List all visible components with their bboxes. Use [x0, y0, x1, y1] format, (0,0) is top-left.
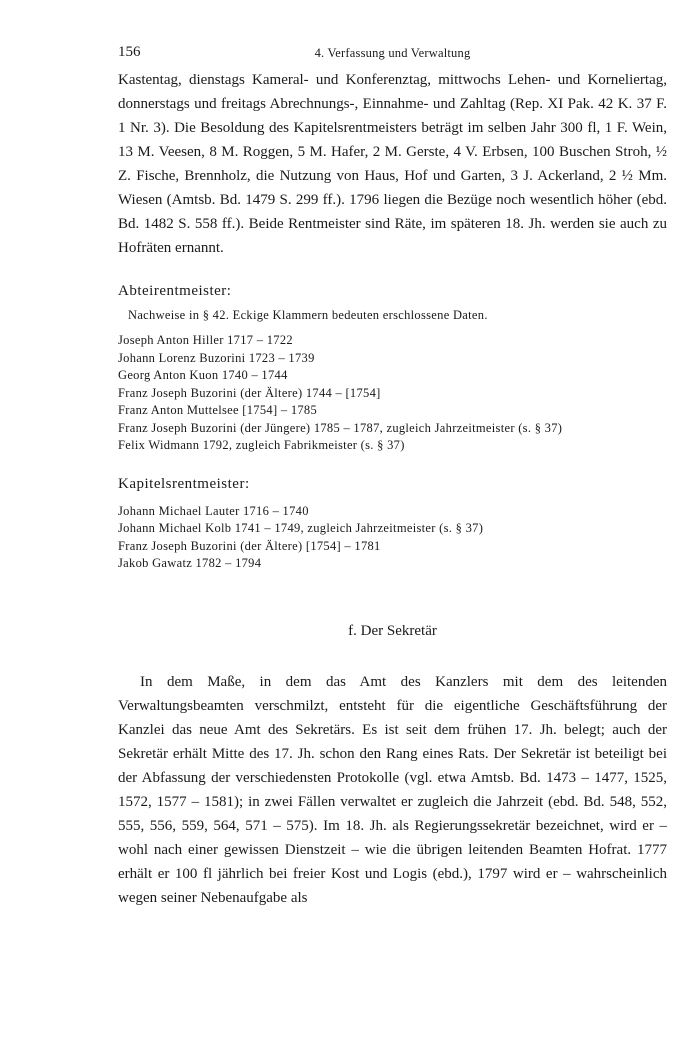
abbey-note: Nachweise in § 42. Eckige Klammern bedeuten erschlossene Daten. — [128, 308, 488, 322]
running-title: 4. Verfassung und Verwaltung — [314, 46, 471, 60]
document-page — [118, 44, 667, 910]
list-item: Franz Joseph Buzorini (der Jüngere) 1785 – 1787, zugleich Jahrzeitmeister (s. § 37) — [118, 420, 563, 435]
list-item: Felix Widmann 1792, zugleich Fabrikmeister (s. § 37) — [118, 438, 405, 452]
abbey-rentmaster-list — [118, 332, 667, 455]
page-header — [118, 44, 667, 66]
secretary-section-title: f. Der Sekretär — [348, 622, 437, 639]
list-item: Jakob Gawatz 1782 – 1794 — [118, 556, 262, 570]
list-item: Franz Joseph Buzorini (der Ältere) 1744 – [1754] — [118, 385, 381, 400]
list-item: Georg Anton Kuon 1740 – 1744 — [118, 368, 288, 382]
list-item: Johann Lorenz Buzorini 1723 – 1739 — [118, 350, 315, 365]
list-item: Franz Anton Muttelsee [1754] – 1785 — [118, 403, 318, 417]
chapter-rentmaster-heading: Kapitelsrentmeister: — [118, 475, 250, 492]
list-item: Franz Joseph Buzorini (der Ältere) [1754] – 1781 — [118, 538, 381, 553]
abbey-rentmaster-heading: Abteirentmeister: — [118, 283, 232, 299]
list-item: Joseph Anton Hiller 1717 – 1722 — [118, 333, 293, 347]
secretary-paragraph: In dem Maße, in dem das Amt des Kanzlers mit dem des leitenden Verwaltungsbeamten verschmilzt, entsteht für die eigentliche Geschäftsführung der Kanzlei das neue Amt des Sekretärs. Es ist seit dem frühen 17. Jh. belegt; auch der Sekretär erhält Mitte des 17. Jh. schon den Rang eines Rats. Der Sekretär ist beteiligt bei der Abfassung der verschiedensten Protokolle (vgl. etwa Amtsb. Bd. 1473 – 1477, 1525, 1572, 1577 – 1581); in zwei Fällen verwaltet er zugleich die Jahrzeit (ebd. Bd. 548, 552, 555, 556, 559, 564, 571 – 575). Im 18. Jh. als Regierungssekretär bezeichnet, wird er – wohl nach einer gewissen Dienstzeit – wie die übrigen leitenden Beamten Hofrat. 1777 erhält er 100 fl jährlich bei freier Kost und Logis (ebd.), 1797 wird er – wahrscheinlich wegen seiner Nebenaufgabe als — [118, 673, 667, 906]
chapter-rentmaster-list — [118, 503, 667, 573]
intro-paragraph: Kastentag, dienstags Kameral- und Konferenztag, mittwochs Lehen- und Korneliertag, donnerstags und freitags Abrechnungs-, Einnahme- und Zahltag (Rep. XI Pak. 42 K. 37 F. 1 Nr. 3). Die Besoldung des Kapitelsrentmeisters beträgt im selben Jahr 300 fl, 1 F. Wein, 13 M. Veesen, 8 M. Roggen, 5 M. Hafer, 2 M. Gerste, 4 V. Erbsen, 100 Buschen Stroh, ½ Z. Fische, Brennholz, die Nutzung von Haus, Hof und Garten, 3 J. Ackerland, 2 ½ Mm. Wiesen (Amtsb. Bd. 1479 S. 299 ff.). 1796 liegen die Bezüge noch wesentlich höher (ebd. Bd. 1482 S. 558 ff.). Beide Rentmeister sind Räte, im späteren 18. Jh. werden sie auch zu Hofräten ernannt. — [118, 72, 667, 256]
list-item: Johann Michael Lauter 1716 – 1740 — [118, 503, 309, 518]
page-number: 156 — [118, 44, 141, 60]
list-item: Johann Michael Kolb 1741 – 1749, zugleich Jahrzeitmeister (s. § 37) — [118, 521, 484, 535]
